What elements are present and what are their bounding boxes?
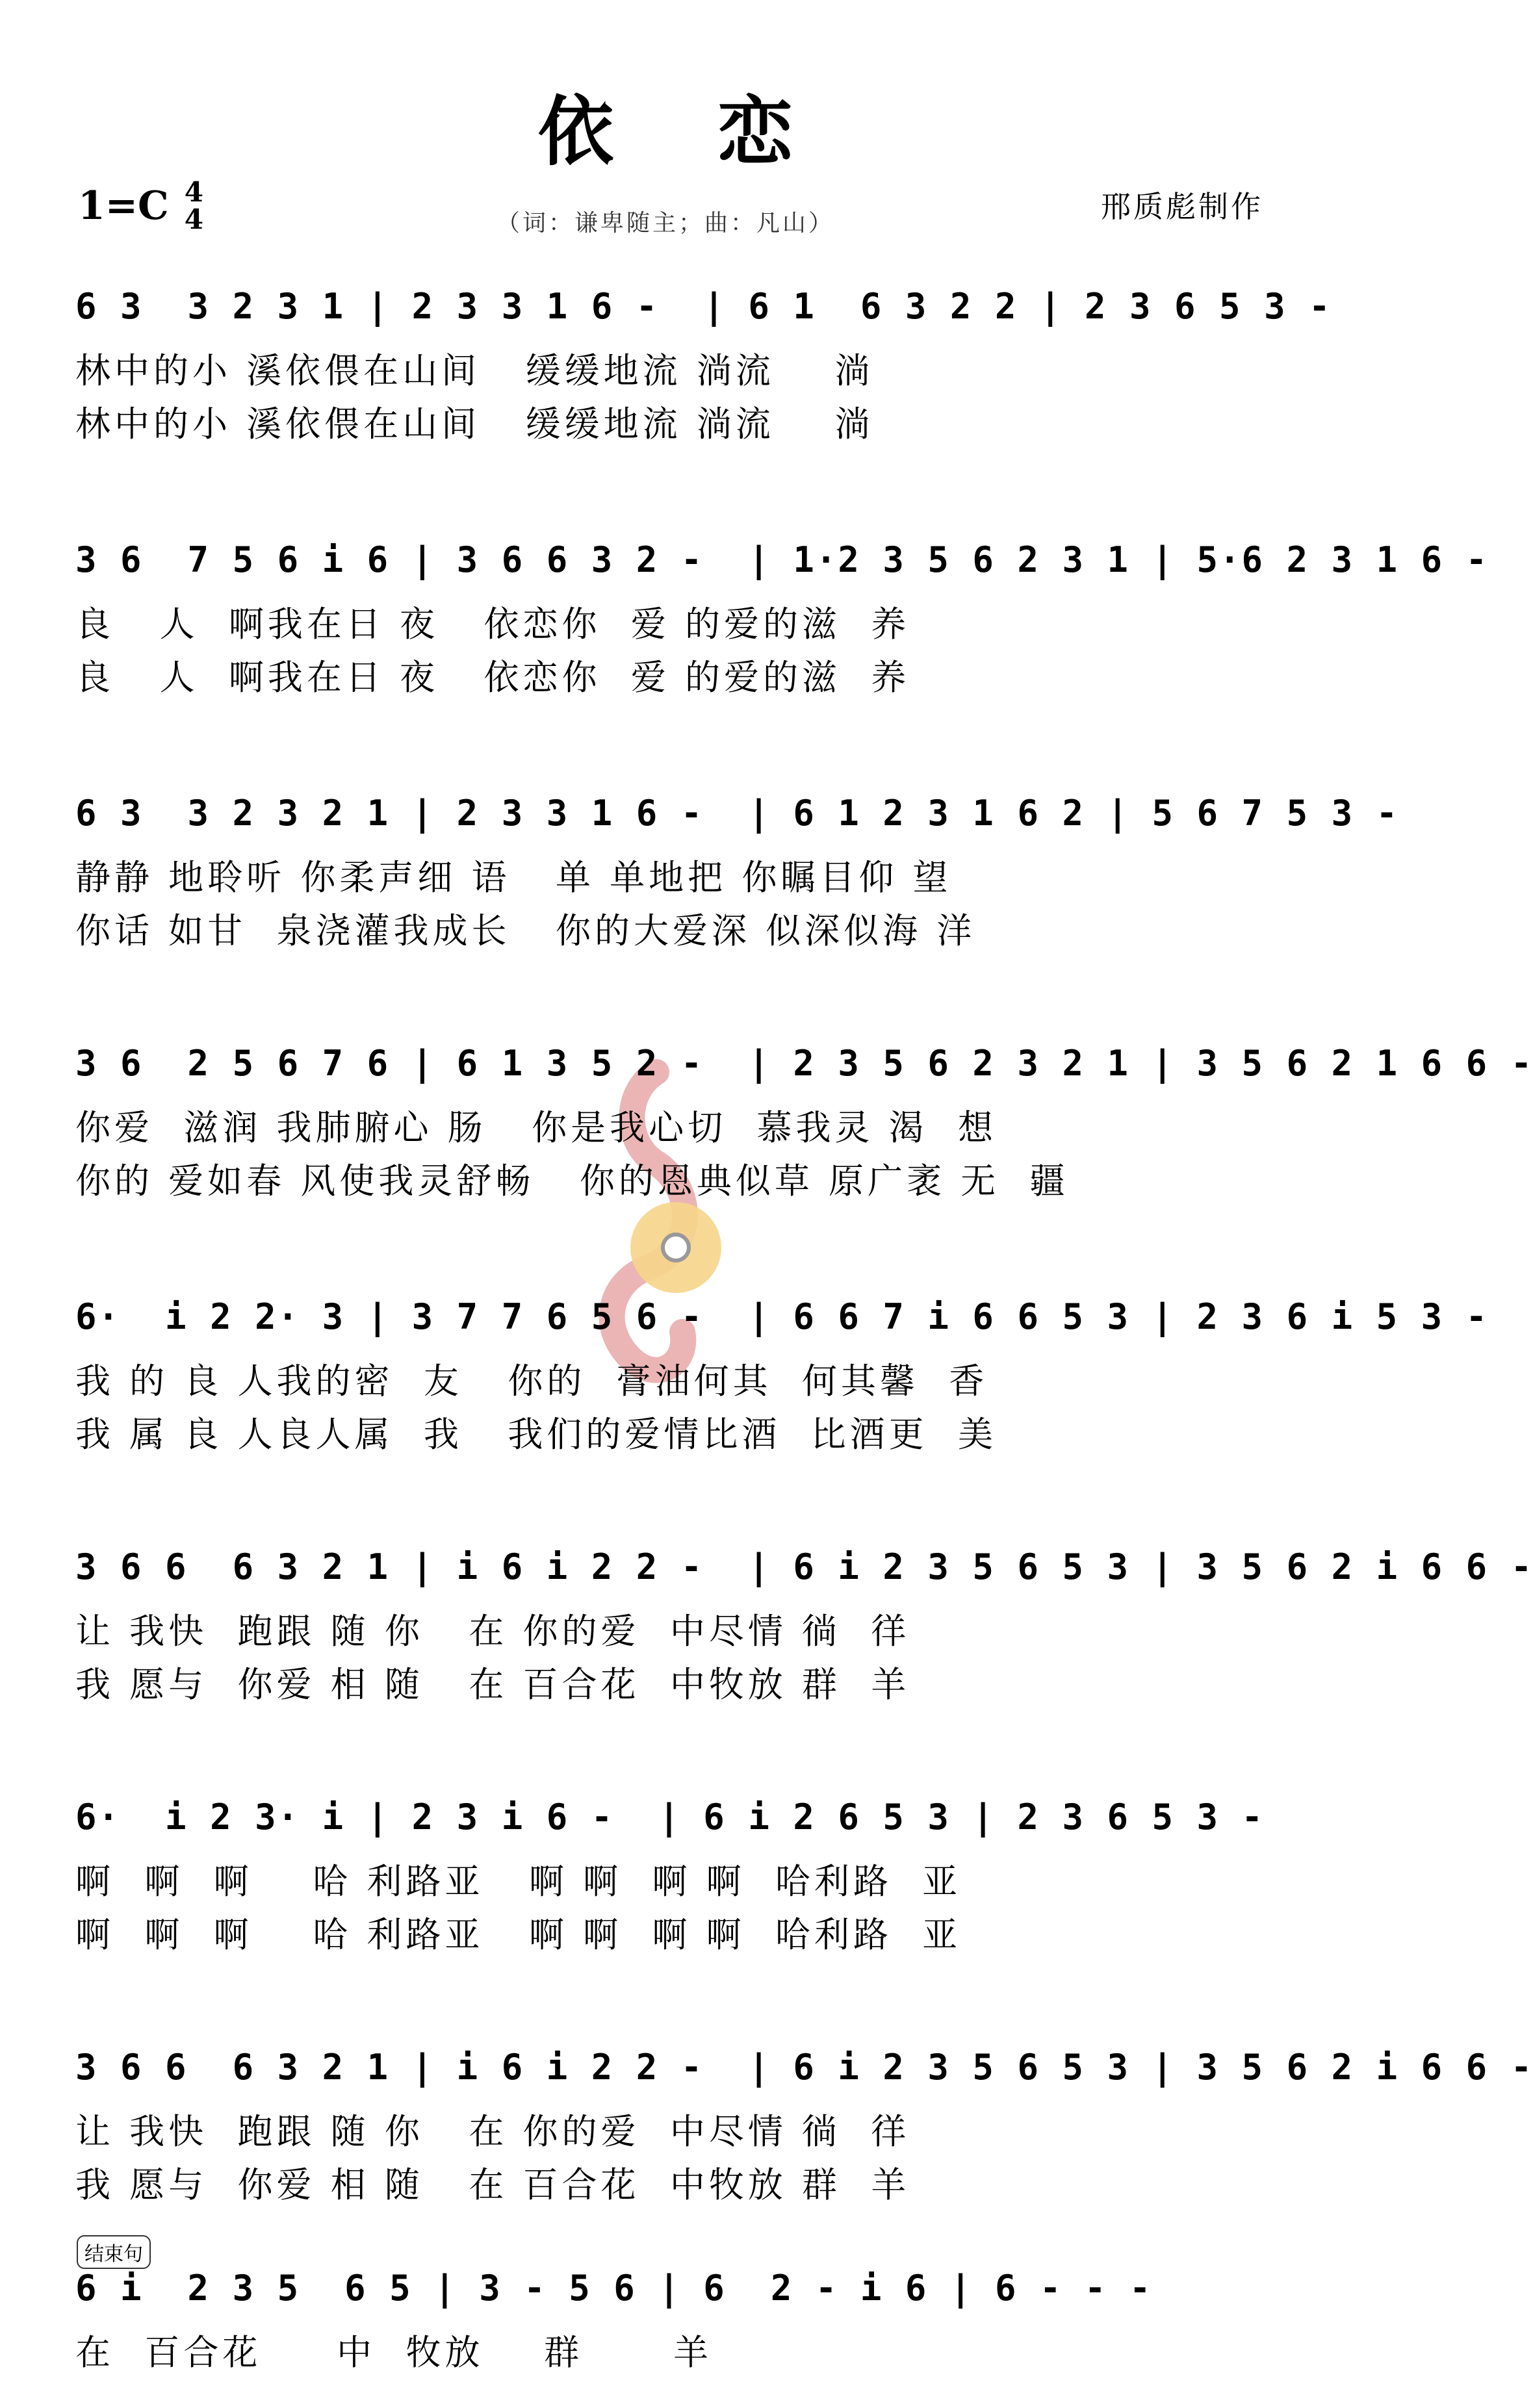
lyric-line: 在 百合花 中 牧放 群 羊 [75, 2332, 713, 2373]
notation-text: 3 6 6 6 3 2 1 | i 6 i 2 2 - | 6 i 2 3 5 6 5 3 | 3 5 6 2 i 6 6 - [75, 2047, 1533, 2088]
time-signature-top: 4 [184, 176, 204, 208]
key-label: 1=C [78, 183, 169, 229]
notation-text: 3 6 2 5 6 7 6 | 6 1 3 5 2 - | 2 3 5 6 2 3 2 1 | 3 5 6 2 1 6 6 - [75, 1043, 1533, 1084]
score-system [75, 1533, 1533, 1711]
score-system [75, 2255, 1271, 2379]
lyric-line: 我 属 良 人良人属 我 我们的爱情比酒 比酒更 美 [75, 1414, 997, 1455]
lyric-line: 我 的 良 人我的密 友 你的 膏油何其 何其馨 香 [75, 1361, 988, 1402]
lyric-line: 林中的小 溪依偎在山间 缓缓地流 淌流 淌 [75, 350, 874, 391]
notes-line [75, 526, 1489, 598]
score-system [75, 780, 1399, 958]
notation-text: 6· i 2 3· i | 2 3 i 6 - | 6 i 2 6 5 3 | 2 3 6 5 3 - [75, 1797, 1265, 1838]
song-title: 依恋 [538, 88, 897, 176]
lyric-line: 良 人 啊我在日 夜 依恋你 爱 的爱的滋 养 [75, 657, 910, 698]
notes-line [75, 780, 1399, 851]
notes-line [75, 1784, 1271, 1855]
lyric-line: 你爱 滋润 我肺腑心 肠 你是我心切 慕我灵 渴 想 [75, 1107, 997, 1148]
notation-text: 6· i 2 2· 3 | 3 7 7 6 5 6 - | 6 6 7 i 6 6 5 3 | 2 3 6 i 5 3 - [75, 1296, 1489, 1337]
score-system [75, 1784, 1271, 1962]
lyric-line: 我 愿与 你爱 相 随 在 百合花 中牧放 群 羊 [75, 1664, 910, 1705]
notes-line [75, 1283, 1489, 1355]
notation-text: 6 3 3 2 3 2 1 | 2 3 3 1 6 - | 6 1 2 3 1 6 2 | 5 6 7 5 3 - [75, 793, 1399, 834]
maker-credit: 邢质彪制作 [1101, 189, 1263, 224]
notation-text: 3 6 7 5 6 i 6 | 3 6 6 3 2 - | 1·2 3 5 6 2 3 1 | 5·6 2 3 1 6 - [75, 539, 1489, 580]
lyric-line: 你话 如甘 泉浇灌我成长 你的大爱深 似深似海 洋 [75, 910, 976, 951]
lyric-line: 良 人 啊我在日 夜 依恋你 爱 的爱的滋 养 [75, 604, 910, 645]
lyric-line: 你的 爱如春 风使我灵舒畅 你的恩典似草 原广袤 无 疆 [75, 1160, 1069, 1201]
notation-text: 6 3 3 2 3 1 | 2 3 3 1 6 - | 6 1 6 3 2 2 | 2 3 6 5 3 - [75, 286, 1332, 327]
lyric-line: 林中的小 溪依偎在山间 缓缓地流 淌流 淌 [75, 403, 874, 444]
notes-line [75, 1030, 1533, 1101]
lyric-line: 啊 啊 啊 哈 利路亚 啊 啊 啊 啊 哈利路 亚 [75, 1861, 962, 1902]
score-system [75, 2034, 1533, 2212]
notation-text: 6 i 2 3 5 6 5 | 3 - 5 6 | 6 2 - i 6 | 6 - - - [75, 2268, 1152, 2309]
end-phrase-tag: 结束句 [77, 2235, 151, 2269]
score-system [75, 273, 1332, 451]
notes-line [75, 2255, 1271, 2326]
lyric-line: 静静 地聆听 你柔声细 语 单 单地把 你瞩目仰 望 [75, 857, 952, 898]
lyric-line: 我 愿与 你爱 相 随 在 百合花 中牧放 群 羊 [75, 2164, 910, 2205]
lyric-line: 让 我快 跑跟 随 你 在 你的爱 中尽情 徜 徉 [75, 2111, 910, 2152]
notes-line [75, 1533, 1533, 1605]
time-signature-bottom: 4 [184, 203, 204, 235]
credits: （词：谦卑随主；曲：凡山） [496, 210, 834, 237]
score-system [75, 1030, 1533, 1208]
score-system [75, 526, 1489, 704]
notes-line [75, 273, 1332, 344]
lyric-line: 让 我快 跑跟 随 你 在 你的爱 中尽情 徜 徉 [75, 1611, 910, 1652]
lyric-line: 啊 啊 啊 哈 利路亚 啊 啊 啊 啊 哈利路 亚 [75, 1914, 962, 1955]
notes-line [75, 2034, 1533, 2105]
score-system [75, 1283, 1489, 1461]
notation-text: 3 6 6 6 3 2 1 | i 6 i 2 2 - | 6 i 2 3 5 6 5 3 | 3 5 6 2 i 6 6 - [75, 1546, 1533, 1587]
